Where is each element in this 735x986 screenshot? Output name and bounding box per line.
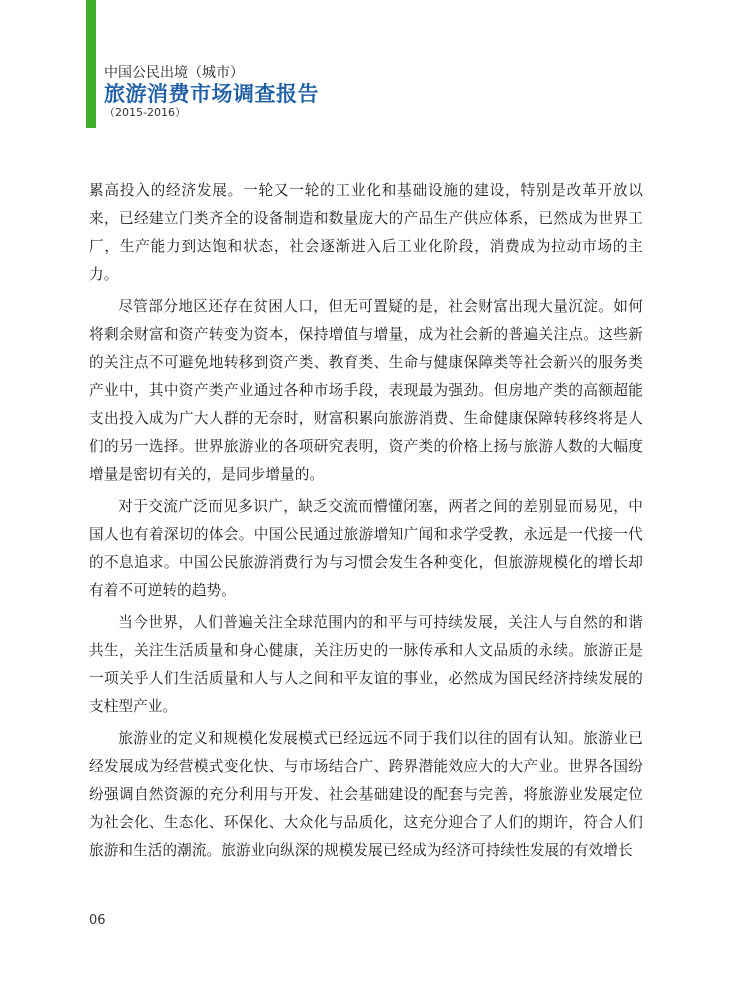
body-text xyxy=(89,177,643,865)
running-header xyxy=(104,64,504,120)
header-title: 旅游消费市场调查报告 xyxy=(104,82,319,106)
paragraph-3: 对于交流广泛而见多识广，缺乏交流而懵懂闭塞，两者之间的差别显而易见，中国人也有着深切的体会。中国公民通过旅游增知广闻和求学受教，永远是一代接一代的不息追求。中国公民旅游消费行为与习惯会发生各种变化，但旅游规模化的增长却有着不可逆转的趋势。 xyxy=(89,498,643,599)
header-subtitle: 中国公民出境（城市） xyxy=(104,65,244,81)
paragraph-2: 尽管部分地区还存在贫困人口，但无可置疑的是，社会财富出现大量沉淀。如何将剩余财富和资产转变为资本，保持增值与增量，成为社会新的普遍关注点。这些新的关注点不可避免地转移到资产类、教育类、生命与健康保障类等社会新兴的服务类产业中，其中资产类产业通过各种市场手段，表现最为强劲。但房地产类的高额超能支出投入成为广大人群的无奈时，财富积累向旅游消费、生命健康保障转移终将是人们的另一选择。世界旅游业的各项研究表明，资产类的价格上扬与旅游人数的大幅度增量是密切有关的，是同步增量的。 xyxy=(89,298,643,483)
paragraph-1: 累高投入的经济发展。一轮又一轮的工业化和基础设施的建设，特别是改革开放以来，已经建立门类齐全的设备制造和数量庞大的产品生产供应体系，已然成为世界工厂，生产能力到达饱和状态，社会逐渐进入后工业化阶段，消费成为拉动市场的主力。 xyxy=(89,182,643,283)
page-number: 06 xyxy=(89,913,106,928)
header-years: （2015-2016） xyxy=(104,106,186,119)
paragraph-4: 当今世界，人们普遍关注全球范围内的和平与可持续发展，关注人与自然的和谐共生，关注生活质量和身心健康，关注历史的一脉传承和人文品质的永续。旅游正是一项关乎人们生活质量和人与人之间和平友谊的事业，必然成为国民经济持续发展的支柱型产业。 xyxy=(89,614,643,715)
paragraph-5: 旅游业的定义和规模化发展模式已经远远不同于我们以往的固有认知。旅游业已经发展成为经营模式变化快、与市场结合广、跨界潜能效应大的大产业。世界各国纷纷强调自然资源的充分利用与开发、社会基础建设的配套与完善，将旅游业发展定位为社会化、生态化、环保化、大众化与品质化，这充分迎合了人们的期许，符合人们旅游和生活的潮流。旅游业向纵深的规模发展已经成为经济可持续性发展的有效增长 xyxy=(89,730,643,859)
header-accent-bar xyxy=(86,0,96,128)
